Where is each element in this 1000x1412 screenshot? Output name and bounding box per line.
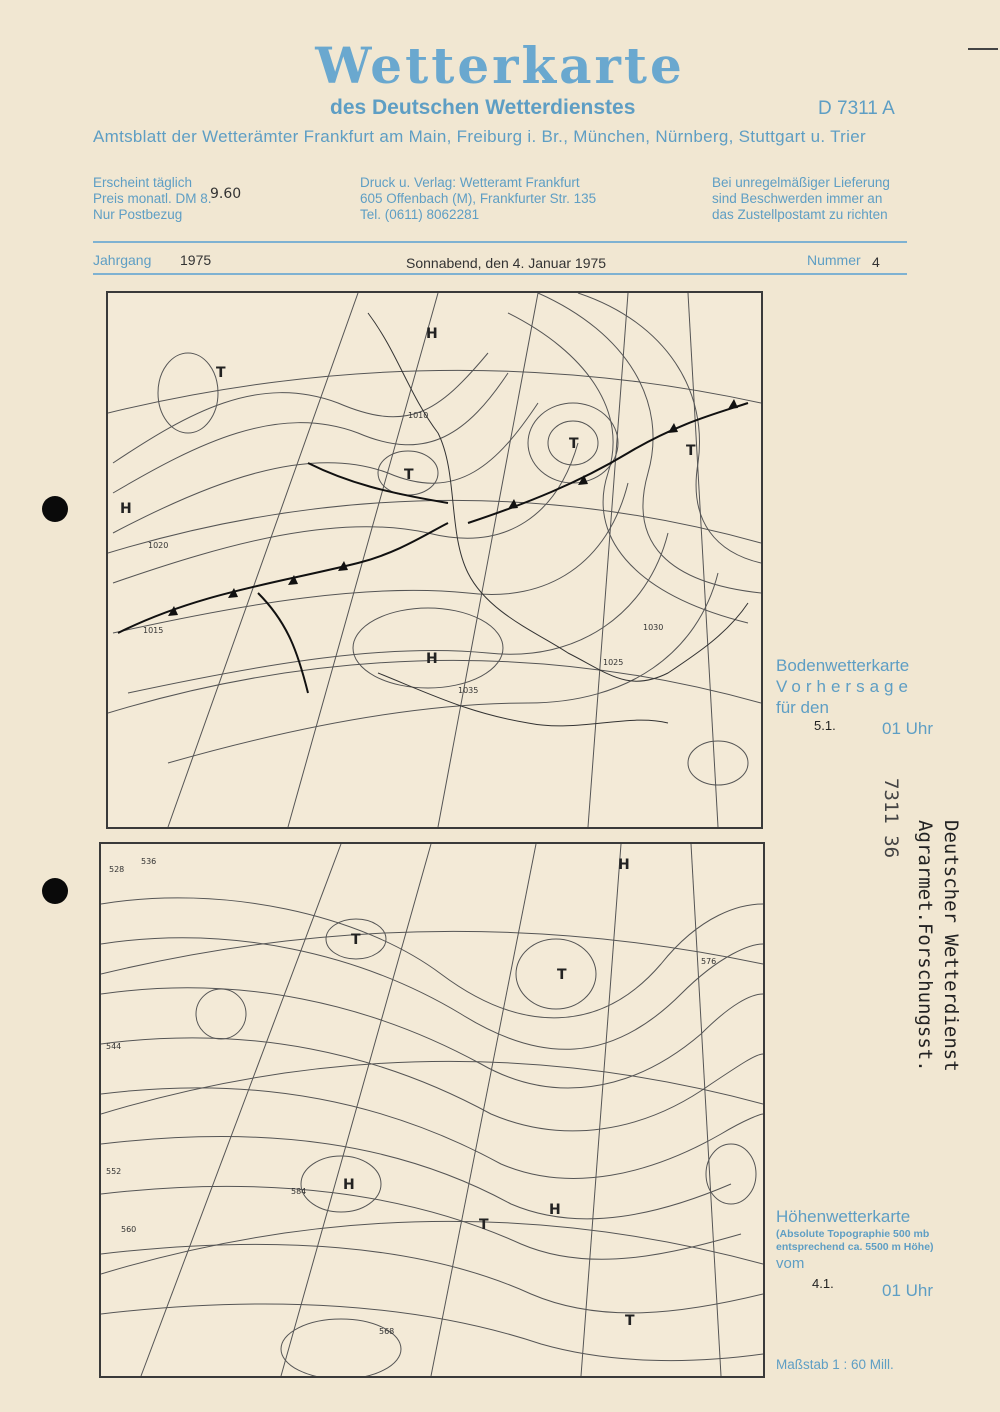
upper-symbol: T (557, 967, 567, 983)
surface-caption (776, 655, 913, 718)
rule-bottom (93, 273, 907, 275)
upper-caption: Höhenwetterkarte (776, 1207, 911, 1226)
nummer-value: 4 (872, 254, 880, 270)
surface-symbol: H (120, 501, 132, 517)
info-center-line: 605 Offenbach (M), Frankfurter Str. 135 (360, 191, 597, 206)
height-label: 584 (291, 1187, 307, 1196)
surface-map-drawing (108, 293, 761, 827)
masthead-subtitle: des Deutschen Wetterdienstes (330, 96, 636, 119)
height-label: 552 (106, 1167, 122, 1176)
surface-date: 5.1. (814, 718, 836, 733)
upper-air-map (99, 842, 765, 1378)
height-label: 568 (379, 1327, 395, 1336)
pressure-label: 1035 (458, 686, 479, 695)
surface-symbol: H (426, 326, 438, 342)
pressure-label: 1025 (603, 658, 624, 667)
library-stamp (912, 820, 964, 1072)
info-left-line: Nur Postbezug (93, 207, 183, 222)
stamp-line: Agrarmet.Forschungsst. (914, 820, 936, 1072)
jahrgang-label: Jahrgang (93, 252, 152, 268)
info-left-line: Erscheint täglich (93, 175, 193, 190)
pressure-label: 1010 (408, 411, 429, 420)
height-label: 544 (106, 1042, 122, 1051)
punch-hole (42, 878, 68, 904)
upper-symbol: H (549, 1202, 561, 1218)
surface-symbol: T (686, 443, 696, 459)
height-label: 536 (141, 857, 157, 866)
info-left-line: Preis monatl. DM 8. (93, 191, 212, 206)
upper-map-drawing (101, 844, 763, 1376)
info-right (712, 175, 906, 223)
surface-symbol: H (426, 651, 438, 667)
surface-time: 01 Uhr (882, 719, 934, 738)
height-label: 528 (109, 865, 125, 874)
upper-caption-sub (776, 1228, 934, 1254)
info-left (93, 175, 212, 223)
jahrgang-value: 1975 (180, 252, 212, 268)
upper-symbol: T (625, 1313, 635, 1329)
map-scale: Maßstab 1 : 60 Mill. (776, 1357, 894, 1372)
publication-code: D 7311 A (818, 98, 895, 119)
upper-vom: vom (776, 1255, 805, 1272)
issue-date: Sonnabend, den 4. Januar 1975 (406, 255, 607, 271)
info-right-line: Bei unregelmäßiger Lieferung (712, 175, 890, 190)
upper-symbol: T (351, 932, 361, 948)
punch-hole (42, 496, 68, 522)
upper-caption-sub-line: entsprechend ca. 5500 m Höhe) (776, 1241, 934, 1253)
info-right-line: sind Beschwerden immer an (712, 191, 883, 206)
pressure-label: 1020 (148, 541, 169, 550)
surface-weather-map (106, 291, 763, 829)
handwritten-note: 7311 36 (880, 778, 902, 859)
info-center-line: Tel. (0611) 8062281 (360, 207, 480, 222)
info-center (360, 175, 596, 223)
surface-symbol: T (216, 365, 226, 381)
surface-symbol: T (569, 436, 579, 452)
height-label: 560 (121, 1225, 137, 1234)
pressure-label: 1015 (143, 626, 164, 635)
nummer-label: Nummer (807, 252, 861, 268)
upper-symbol: T (479, 1217, 489, 1233)
upper-symbol: H (343, 1177, 355, 1193)
surface-symbol: T (404, 467, 414, 483)
upper-symbol: H (618, 857, 630, 873)
stamp-line: Deutscher Wetterdienst (940, 820, 962, 1072)
height-label: 576 (701, 957, 717, 966)
rule-top (93, 241, 907, 243)
info-right-line: das Zustellpostamt zu richten (712, 207, 888, 222)
surface-caption-line: Vorhersage (776, 677, 913, 696)
info-center-line: Druck u. Verlag: Wetteramt Frankfurt (360, 175, 580, 190)
amtsblatt-line: Amtsblatt der Wetterämter Frankfurt am Main, Freiburg i. Br., München, Nürnberg, Stuttgart u. Trier (93, 127, 866, 146)
handwritten-price: 9.60 (210, 186, 242, 202)
upper-time: 01 Uhr (882, 1281, 934, 1300)
surface-caption-line: für den (776, 698, 829, 717)
surface-caption-line: Bodenwetterkarte (776, 656, 910, 675)
upper-date: 4.1. (812, 1276, 834, 1291)
upper-caption-sub-line: (Absolute Topographie 500 mb (776, 1228, 930, 1240)
pressure-label: 1030 (643, 623, 664, 632)
masthead-title: Wetterkarte (315, 36, 685, 95)
